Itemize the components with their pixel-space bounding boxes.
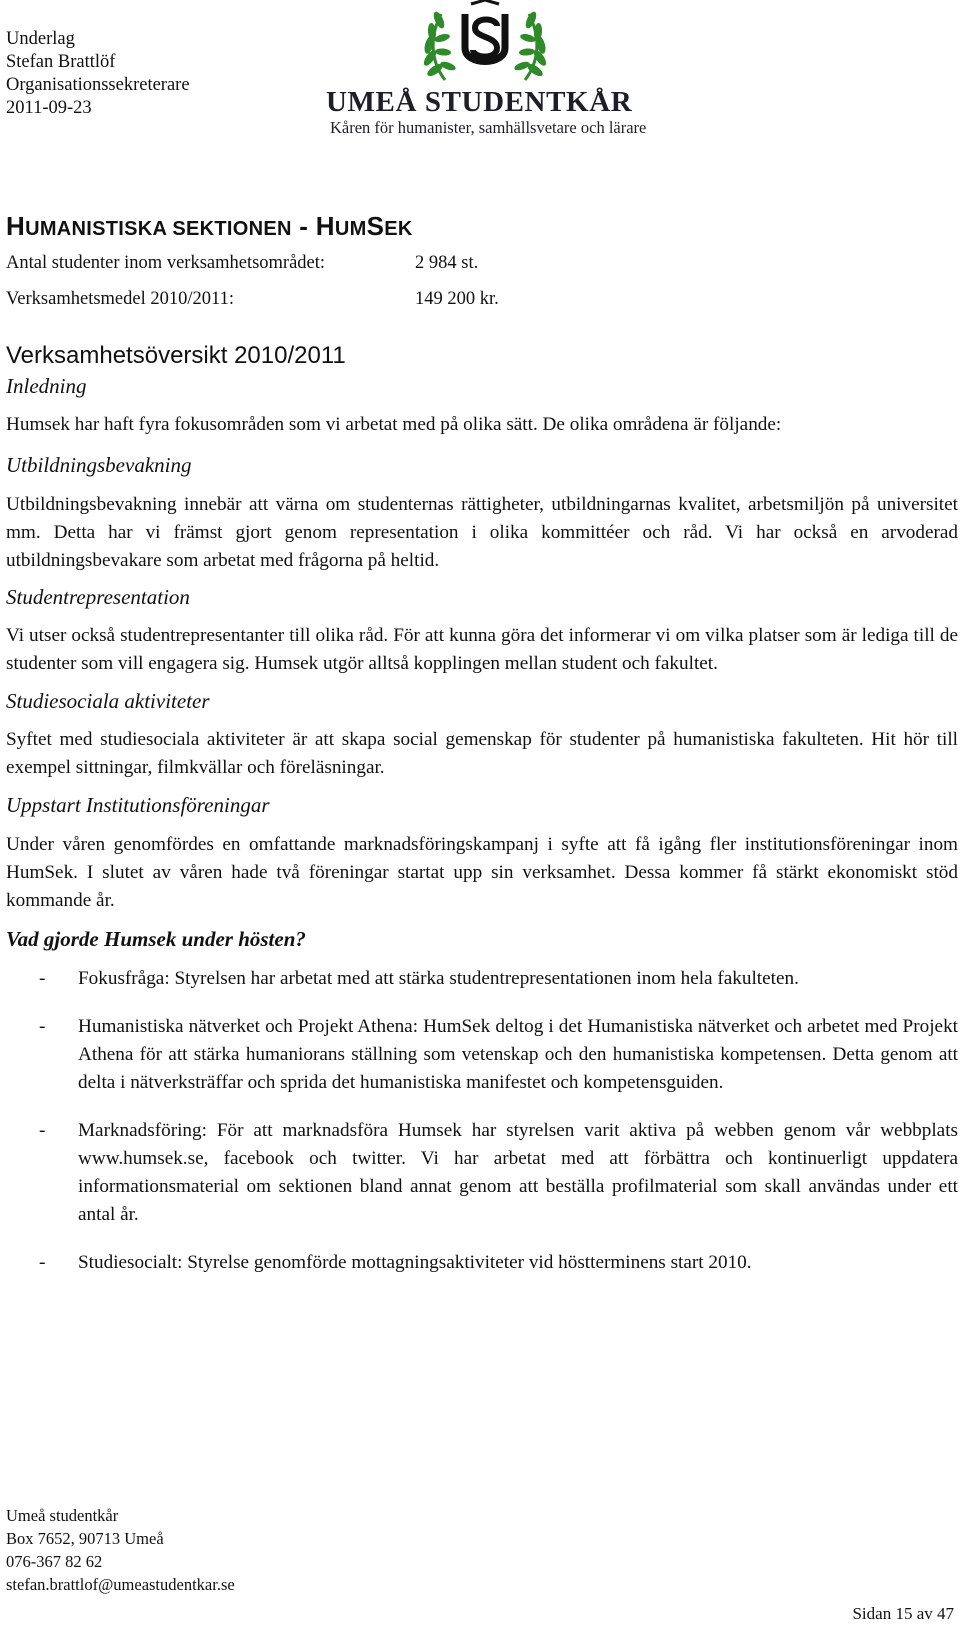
block-text-intro: Humsek har haft fyra fokusområden som vi arbetat med på olika sätt. De olika områdena är följande: — [6, 414, 782, 435]
list-item: - Studiesocialt: Styrelse genomförde mottagningsaktiviteter vid höstterminens start 2010. — [39, 1252, 752, 1273]
block-text-education: Utbildningsbevakning innebär att värna om studenternas rättigheter, utbildningarnas kvalitet, arbetsmiljön på universitet mm. Detta har vi främst gjort genom representation i olika kommittéer och råd. Vi har också en arvoderad utbildningsbevakare som arbetat med frågorna på heltid. — [6, 494, 958, 571]
list-item: - Humanistiska nätverket och Projekt Athena: HumSek deltog i det Humanistiska nätverket och arbetet med Projekt Athena för att stärka humaniorans ställning som vetenskap och den humanistiska kompetensen. Detta genom att delta i nätverksträffar och sprida det humanistiska manifestet och kompetensguiden. — [39, 1016, 958, 1093]
block-text-startup: Under våren genomfördes en omfattande marknadsföringskampanj i syfte att få igång fler institutionsföreningar inom HumSek. I slutet av våren hade två föreningar startat upp sin verksamhet. Dessa kommer få stärkt ekonomiskt stöd kommande år. — [6, 834, 958, 911]
list-item: - Fokusfråga: Styrelsen har arbetat med att stärka studentrepresentationen inom hela fakulteten. — [39, 968, 799, 989]
footer-org: Umeå studentkår — [6, 1506, 119, 1525]
students-label: Antal studenter inom verksamhetsområdet: — [6, 253, 326, 273]
author-role: Organisationssekreterare — [6, 75, 190, 95]
block-heading-intro: Inledning — [6, 374, 87, 398]
author-name: Stefan Brattlöf — [6, 52, 116, 72]
footer-phone: 076-367 82 62 — [6, 1552, 103, 1571]
section-title: HUMANISTISKA SEKTIONEN - HUMSEK — [6, 211, 413, 241]
students-value: 2 984 st. — [415, 253, 479, 273]
autumn-heading: Vad gjorde Humsek under hösten? — [6, 927, 306, 951]
main-content — [6, 210, 958, 1277]
overview-title: Verksamhetsöversikt 2010/2011 — [6, 342, 346, 369]
doc-date: 2011-09-23 — [6, 98, 92, 118]
funds-row — [6, 285, 958, 315]
block-heading-representation: Studentrepresentation — [6, 585, 190, 609]
funds-label: Verksamhetsmedel 2010/2011: — [6, 289, 234, 309]
footer-address: Box 7652, 90713 Umeå — [6, 1529, 164, 1548]
list-item: - Marknadsföring: För att marknadsföra Humsek har styrelsen varit aktiva på webben genom vår webbplats www.humsek.se, facebook och twitter. Vi har arbetat med att förbättra och kontinuerligt uppdatera informationsmaterial om sektionen bland annat genom att beställa profilmaterial som skall användas under ett antal år. — [39, 1120, 958, 1225]
org-tagline: Kåren för humanister, samhällsvetare och lärare — [330, 118, 647, 137]
students-row — [6, 249, 958, 279]
footer-contact — [6, 1504, 235, 1596]
footer-email: stefan.brattlof@umeastudentkar.se — [6, 1575, 235, 1594]
funds-value: 149 200 kr. — [415, 289, 499, 309]
umea-studentkar-laurel-logo-icon — [415, 0, 555, 88]
block-text-representation: Vi utser också studentrepresentanter till olika råd. För att kunna göra det informerar vi om vilka platser som är lediga till de studenter som vill engagera sig. Humsek utgör alltså kopplingen mellan student och fakultet. — [6, 625, 958, 674]
block-heading-education: Utbildningsbevakning — [6, 453, 192, 477]
doc-type: Underlag — [6, 29, 75, 49]
block-heading-social: Studiesociala aktiviteter — [6, 689, 210, 713]
autumn-list — [6, 965, 958, 1277]
org-name: UMEÅ STUDENTKÅR — [326, 86, 633, 118]
block-heading-startup: Uppstart Institutionsföreningar — [6, 793, 270, 817]
document-meta — [6, 28, 190, 120]
page-number: Sidan 15 av 47 — [852, 1604, 954, 1623]
block-text-social: Syftet med studiesociala aktiviteter är att skapa social gemenskap för studenter på humanistiska fakulteten. Hit hör till exempel sittningar, filmkvällar och föreläsningar. — [6, 729, 958, 778]
